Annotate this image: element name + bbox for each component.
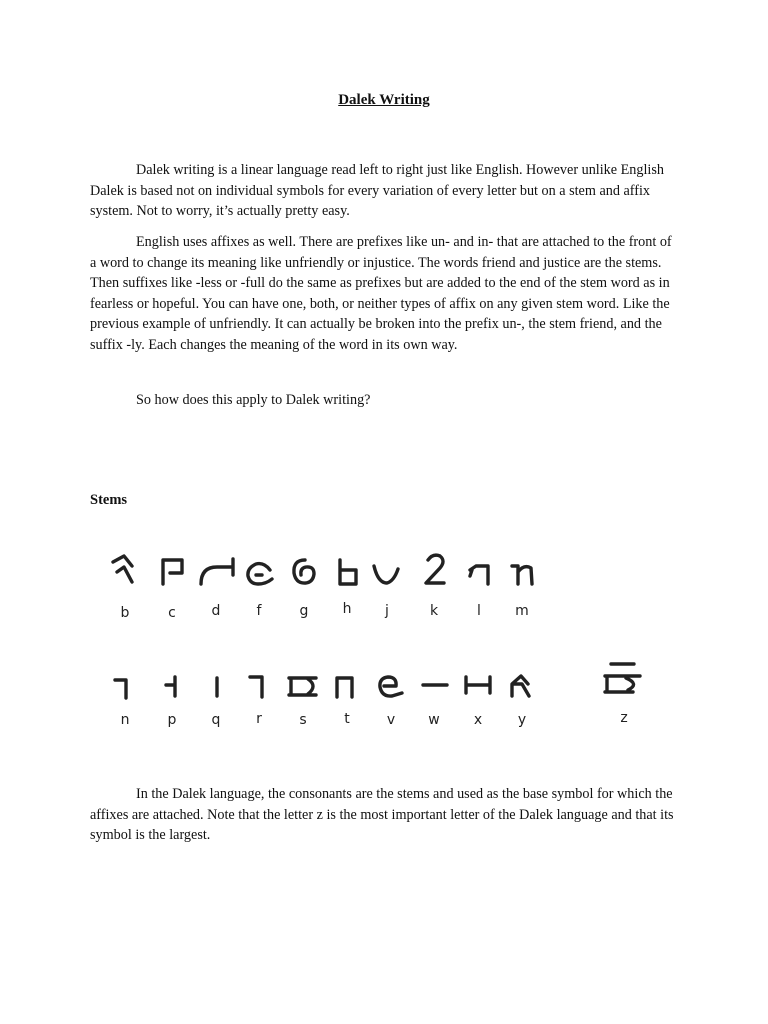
stem-glyph-f <box>248 564 272 584</box>
stem-glyph-n <box>115 680 126 698</box>
stem-label-t: t <box>344 711 350 727</box>
stem-label-m: m <box>515 603 529 619</box>
document-title: Dalek Writing <box>338 92 430 108</box>
stem-glyph-g <box>294 560 314 583</box>
stem-label-s: s <box>299 712 307 728</box>
paragraph-intro-text: Dalek writing is a linear language read left to right just like English. However unlike English Dalek is based not on individual symbols for every variation of every letter but on a stem and affix system. Not to worry, it’s actually pretty easy. <box>90 162 664 220</box>
stem-label-h: h <box>342 601 352 617</box>
stem-label-x: x <box>473 712 483 728</box>
stem-glyph-x <box>466 677 490 693</box>
stem-glyph-j <box>374 566 398 583</box>
stem-glyph-p <box>166 677 175 696</box>
stem-label-f: f <box>256 603 262 619</box>
stem-glyph-c <box>163 560 182 584</box>
stem-glyph-z <box>605 664 640 692</box>
stem-label-n: n <box>120 712 130 728</box>
stem-glyph-y <box>512 676 529 696</box>
stem-label-q: q <box>211 712 221 728</box>
stems-heading: Stems <box>90 492 128 508</box>
stem-label-g: g <box>299 603 309 619</box>
stem-label-w: w <box>428 712 440 728</box>
stem-glyph-s <box>289 678 316 695</box>
stem-glyph-h <box>340 560 356 584</box>
stem-label-c: c <box>168 605 176 621</box>
stem-glyph-d <box>201 559 233 584</box>
stem-label-r: r <box>256 711 262 727</box>
paragraph-closing <box>90 784 680 846</box>
stem-label-k: k <box>429 603 439 619</box>
paragraph-question-text: So how does this apply to Dalek writing? <box>136 392 371 408</box>
paragraph-affixes-text: English uses affixes as well. There are prefixes like un- and in- that are attached to the front of a word to change its meaning like unfriendly or injustice. The words friend and justice are the stems. Then suffixes like -less or -full do the same as prefixes but are added to the end of the stem word as in fearless or hopeful. You can have one, both, or neither types of affix on any given stem word. Like the previous example of unfriendly. It can actually be broken into the prefix un-, the stem friend, and the suffix -ly. Each changes the meaning of the word in its own way. <box>90 234 672 353</box>
stem-label-j: j <box>385 603 389 619</box>
stem-glyph-m <box>512 566 532 584</box>
stem-label-p: p <box>167 712 177 728</box>
paragraph-closing-text: In the Dalek language, the consonants are the stems and used as the base symbol for which the affixes are attached. Note that the letter z is the most important letter of the Dalek language and that its symbol is the largest. <box>90 786 674 844</box>
stem-label-d: d <box>211 603 221 619</box>
stem-label-y: y <box>517 712 527 728</box>
stem-label-l: l <box>477 603 481 619</box>
stem-glyph-r <box>250 677 262 697</box>
stem-glyph-b <box>113 556 132 582</box>
stem-label-b: b <box>120 605 130 621</box>
stem-label-v: v <box>386 712 396 728</box>
stem-glyph-l <box>470 566 488 584</box>
stem-label-z: z <box>620 710 628 726</box>
stem-glyph-k <box>426 555 444 583</box>
stem-glyph-v <box>380 677 402 696</box>
stem-glyph-t <box>337 678 352 697</box>
